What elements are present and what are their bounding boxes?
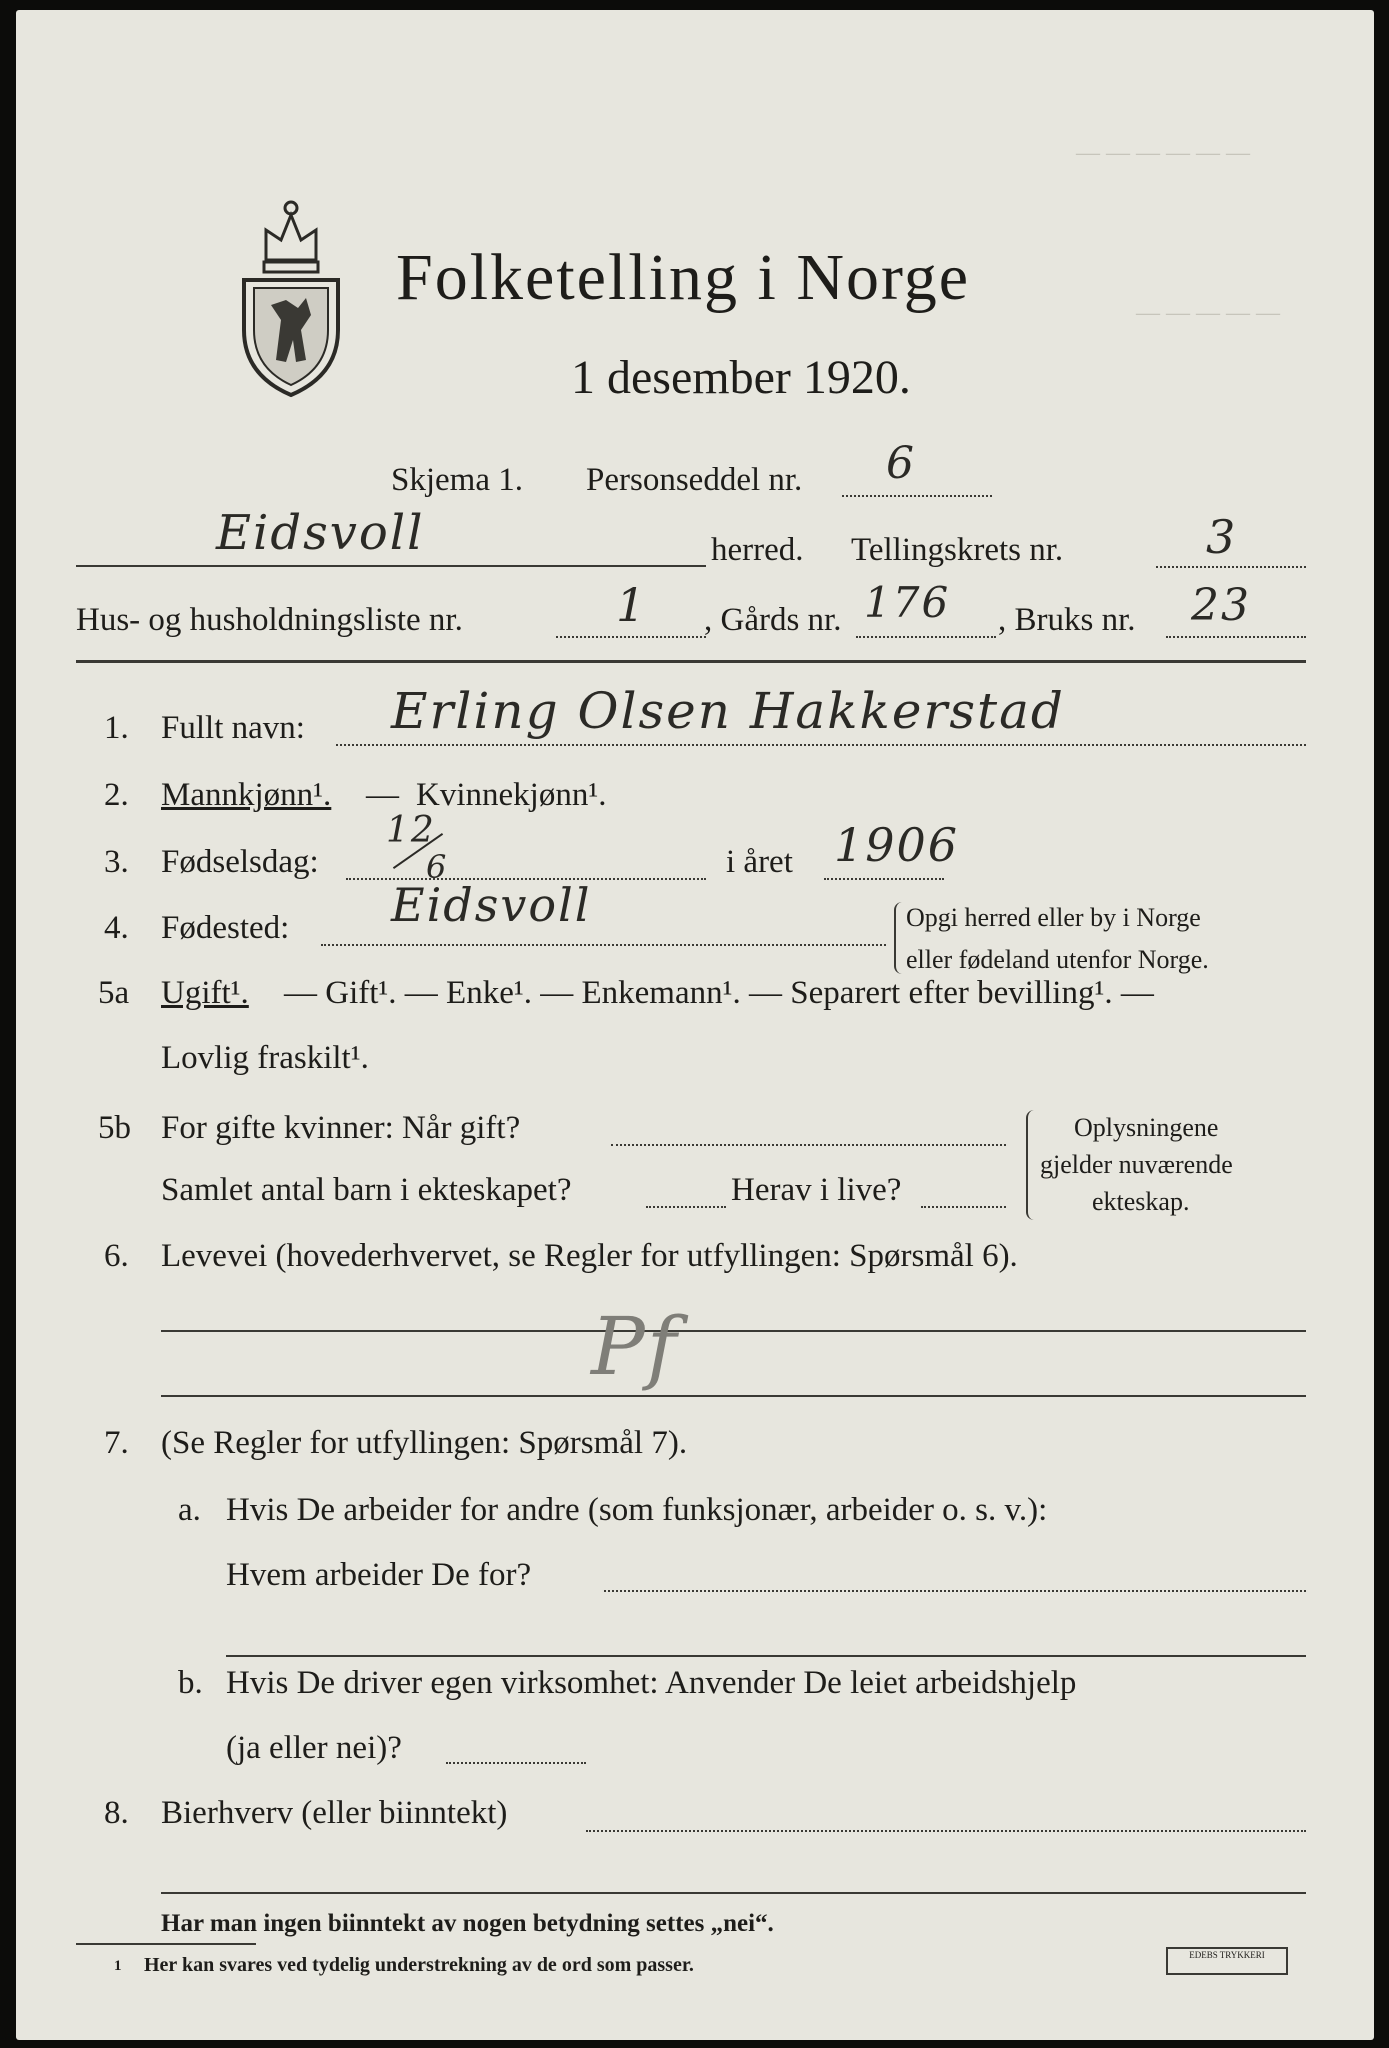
printer-stamp-text: EDEBS TRYKKERI bbox=[1189, 1950, 1265, 1960]
q5a-number: 5a bbox=[98, 975, 130, 1011]
q4-brace bbox=[894, 902, 904, 974]
herred-field[interactable] bbox=[76, 565, 706, 567]
husliste-label: Hus- og husholdningsliste nr. bbox=[76, 602, 463, 638]
employer-field[interactable] bbox=[604, 1590, 1306, 1592]
full-name-field[interactable] bbox=[336, 744, 1306, 746]
q2-male-option[interactable]: Mannkjønn¹. bbox=[161, 777, 332, 813]
q5b-label2: Samlet antal barn i ekteskapet? bbox=[161, 1172, 572, 1208]
q5b-label1: For gifte kvinner: Når gift? bbox=[161, 1110, 521, 1146]
skjema-label: Skjema 1. bbox=[391, 462, 523, 498]
tellingskrets-field[interactable] bbox=[1156, 566, 1306, 568]
side-income-field[interactable] bbox=[586, 1830, 1306, 1832]
q5a-ugift-option[interactable]: Ugift¹. bbox=[161, 975, 249, 1011]
coat-of-arms-icon bbox=[236, 190, 346, 400]
q5a-other-options[interactable]: — Gift¹. — Enke¹. — Enkemann¹. — Separert efter bevilling¹. — bbox=[284, 975, 1154, 1011]
q7b-label: Hvis De driver egen virksomhet: Anvender De leiet arbeidshjelp bbox=[226, 1665, 1077, 1701]
q5b-note-line1: Oplysningene bbox=[1074, 1113, 1219, 1142]
personseddel-value: 6 bbox=[886, 438, 916, 489]
birthplace-field[interactable] bbox=[321, 944, 886, 946]
gards-label: , Gårds nr. bbox=[704, 602, 842, 638]
q5b-number: 5b bbox=[98, 1110, 131, 1146]
q6-number: 6. bbox=[104, 1238, 129, 1274]
birth-year-value: 1906 bbox=[834, 818, 960, 872]
form-title: Folketelling i Norge bbox=[396, 241, 971, 314]
personseddel-label: Personseddel nr. bbox=[586, 462, 803, 498]
q2-female-option[interactable]: Kvinnekjønn¹. bbox=[416, 777, 607, 813]
q4-label: Fødested: bbox=[161, 910, 290, 946]
gards-value: 176 bbox=[864, 578, 951, 627]
q7a-label: Hvis De arbeider for andre (som funksjonær, arbeider o. s. v.): bbox=[226, 1492, 1048, 1528]
q2-separator: — bbox=[366, 777, 399, 813]
q1-label: Fullt navn: bbox=[161, 710, 305, 746]
occupation-field-line2[interactable] bbox=[161, 1395, 1306, 1397]
q5b-note-line3: ekteskap. bbox=[1092, 1187, 1190, 1216]
q3-number: 3. bbox=[104, 844, 129, 880]
employer-field-line2[interactable] bbox=[226, 1655, 1306, 1657]
husliste-value: 1 bbox=[616, 578, 648, 632]
q5b-note-line2: gjelder nuværende bbox=[1040, 1150, 1233, 1179]
q5b-label3: Herav i live? bbox=[731, 1172, 902, 1208]
hired-help-field[interactable] bbox=[446, 1762, 586, 1764]
q7-label: (Se Regler for utfyllingen: Spørsmål 7). bbox=[161, 1425, 688, 1461]
q6-label: Levevei (hovederhvervet, se Regler for utfyllingen: Spørsmål 6). bbox=[161, 1238, 1018, 1274]
bruks-label: , Bruks nr. bbox=[998, 602, 1136, 638]
q7a-letter: a. bbox=[178, 1492, 201, 1528]
side-income-field-line2[interactable] bbox=[161, 1892, 1306, 1894]
occupation-field[interactable] bbox=[161, 1330, 1306, 1332]
personseddel-field[interactable] bbox=[842, 495, 992, 497]
printer-stamp bbox=[1166, 1947, 1288, 1975]
bleed-through-text: — — — — — — bbox=[1076, 140, 1250, 166]
birthplace-value: Eidsvoll bbox=[391, 878, 592, 932]
gards-field[interactable] bbox=[856, 636, 996, 638]
q7b-letter: b. bbox=[178, 1665, 203, 1701]
q8-label: Bierhverv (eller biinntekt) bbox=[161, 1795, 508, 1831]
tellingskrets-label: Tellingskrets nr. bbox=[851, 532, 1064, 568]
q4-note-line2: eller fødeland utenfor Norge. bbox=[906, 945, 1209, 974]
q3-label: Fødselsdag: bbox=[161, 844, 319, 880]
q4-number: 4. bbox=[104, 910, 129, 946]
footnote-divider bbox=[76, 1943, 256, 1945]
bleed-through-text: — — — — — bbox=[1136, 300, 1280, 326]
q2-number: 2. bbox=[104, 777, 129, 813]
children-total-field[interactable] bbox=[646, 1206, 726, 1208]
children-alive-field[interactable] bbox=[921, 1206, 1006, 1208]
footnote-mark: 1 bbox=[114, 1958, 122, 1974]
tellingskrets-value: 3 bbox=[1206, 510, 1238, 564]
husliste-field[interactable] bbox=[556, 636, 706, 638]
birth-day-value: 12 bbox=[386, 810, 436, 851]
full-name-value: Erling Olsen Hakkerstad bbox=[391, 682, 1065, 740]
q7-number: 7. bbox=[104, 1425, 129, 1461]
herred-label: herred. bbox=[711, 532, 804, 568]
birth-year-field[interactable] bbox=[824, 878, 944, 880]
q5b-brace bbox=[1026, 1110, 1036, 1220]
year-label: i året bbox=[726, 844, 793, 880]
bruks-field[interactable] bbox=[1166, 636, 1306, 638]
q7a-label2: Hvem arbeider De for? bbox=[226, 1557, 532, 1593]
q7b-label2: (ja eller nei)? bbox=[226, 1730, 402, 1766]
q8-number: 8. bbox=[104, 1795, 129, 1831]
birth-month-value: 6 bbox=[426, 848, 449, 886]
bruks-value: 23 bbox=[1191, 580, 1251, 631]
form-subtitle: 1 desember 1920. bbox=[571, 351, 911, 404]
no-income-note: Har man ingen biinntekt av nogen betydning settes „nei“. bbox=[161, 1910, 774, 1937]
herred-value: Eidsvoll bbox=[216, 505, 425, 561]
marriage-date-field[interactable] bbox=[611, 1144, 1006, 1146]
occupation-value: Pf bbox=[591, 1300, 679, 1393]
header-divider bbox=[76, 660, 1306, 663]
census-form bbox=[16, 10, 1374, 2040]
q5a-line2[interactable]: Lovlig fraskilt¹. bbox=[161, 1040, 369, 1076]
q4-note-line1: Opgi herred eller by i Norge bbox=[906, 903, 1201, 932]
q1-number: 1. bbox=[104, 710, 129, 746]
footnote-text: Her kan svares ved tydelig understrekning av de ord som passer. bbox=[144, 1954, 694, 1976]
